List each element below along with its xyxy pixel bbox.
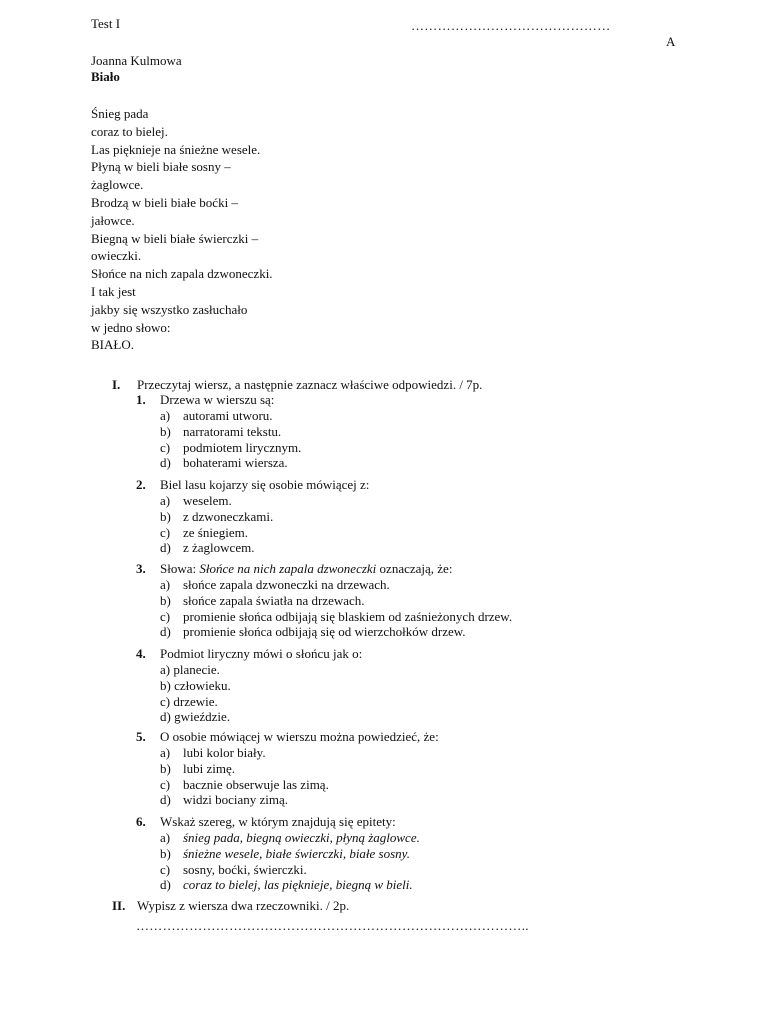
poem-line: BIAŁO. (91, 337, 134, 353)
poem-quote: Słońce na nich zapala dzwoneczki (199, 561, 377, 576)
option-text: bacznie obserwuje las zimą. (183, 776, 329, 792)
option-text: z żaglowcem. (183, 540, 255, 556)
option-letter: b) (160, 845, 171, 861)
option-text: promienie słońca odbijają się blaskiem od zaśnieżonych drzew. (183, 608, 513, 624)
poem-line: Płyną w bieli białe sosny – (91, 159, 231, 175)
option-text: widzi bociany zimą. (183, 792, 289, 808)
option-text: drzewie. (173, 693, 218, 709)
poem-line: owieczki. (91, 248, 142, 264)
test-label: Test I (91, 16, 121, 31)
poem-author: Joanna Kulmowa (91, 53, 182, 68)
section-instruction: Wypisz z wiersza dwa rzeczowniki. / 2p. (137, 898, 350, 913)
option-text: sosny, boćki, świerczki. (183, 861, 307, 877)
question-text: Wskaż szereg, w którym znajdują się epitety: (160, 814, 396, 829)
option-text: lubi zimę. (183, 760, 235, 776)
poem-line: I tak jest (91, 283, 136, 299)
option-text: gwieździe. (174, 709, 231, 725)
option-text: słońce zapala dzwoneczki na drzewach. (183, 577, 390, 592)
option-letter: a) (160, 408, 171, 423)
poem-line: coraz to bielej. (91, 123, 168, 139)
option-text: ze śniegiem. (183, 524, 248, 540)
section-instruction: Przeczytaj wiersz, a następnie zaznacz właściwe odpowiedzi. / 7p. (137, 377, 483, 392)
poem-line: Słońce na nich zapala dzwoneczki. (91, 266, 273, 282)
poem-title: Biało (91, 69, 120, 84)
option-letter: c) (160, 524, 171, 540)
question-number: 4. (136, 646, 146, 661)
option-letter: c) (160, 439, 171, 455)
question-text: O osobie mówiącej w wierszu można powiedzieć, że: (160, 729, 439, 744)
option-text: bohaterami wiersza. (183, 455, 288, 471)
option-text: śnieżne wesele, białe świerczki, białe sosny. (183, 845, 410, 861)
question-text: Drzewa w wierszu są: (160, 392, 275, 407)
answer-options (160, 662, 231, 725)
question-number: 2. (136, 477, 146, 492)
option-letter: c) (160, 693, 171, 709)
option-text: słońce zapala światła na drzewach. (183, 592, 365, 608)
answer-option[interactable] (160, 662, 231, 678)
option-letter: c) (160, 608, 171, 624)
section-number: I. (112, 377, 121, 392)
question-text (160, 561, 452, 576)
poem-line: żaglowce. (91, 177, 144, 193)
option-text: planecie. (173, 662, 220, 677)
option-letter: a) (160, 662, 171, 677)
poem-line: Las pięknieje na śnieżne wesele. (91, 141, 261, 157)
question-number: 3. (136, 561, 146, 576)
poem-line: Brodzą w bieli białe boćki – (91, 194, 238, 210)
option-letter: d) (160, 709, 171, 725)
option-letter: a) (160, 830, 171, 845)
option-letter: b) (160, 677, 171, 693)
name-blank[interactable]: ……………………………………… (411, 18, 611, 33)
question-text-suffix: oznaczają, że: (376, 561, 453, 576)
option-letter: b) (160, 592, 171, 608)
option-text: podmiotem lirycznym. (183, 439, 302, 455)
option-text: z dzwoneczkami. (183, 508, 274, 524)
option-letter: d) (160, 624, 171, 640)
option-text: lubi kolor biały. (183, 745, 266, 760)
option-text: coraz to bielej, las pięknieje, biegną w bieli. (183, 877, 413, 893)
answer-option[interactable] (160, 694, 231, 710)
question-number: 6. (136, 814, 146, 829)
question-text: Podmiot liryczny mówi o słońcu jak o: (160, 646, 363, 661)
section-number: II. (112, 898, 126, 913)
option-letter: d) (160, 540, 171, 556)
poem-line: jałowce. (91, 212, 135, 228)
option-letter: c) (160, 776, 171, 792)
option-letter: b) (160, 760, 171, 776)
option-text: promienie słońca odbijają się od wierzchołków drzew. (183, 624, 466, 640)
option-letter: a) (160, 577, 171, 592)
poem-text (91, 105, 273, 354)
poem-line: w jedno słowo: (91, 319, 171, 335)
option-letter: a) (160, 745, 171, 760)
answer-line[interactable]: …………………………………………………………………………….. (136, 918, 529, 933)
option-text: człowieku. (174, 677, 231, 693)
poem-line: Biegną w bieli białe świerczki – (91, 230, 259, 246)
page-header (91, 16, 728, 50)
option-text: śnieg pada, biegną owieczki, płyną żaglowce. (183, 830, 420, 845)
question-text-prefix: Słowa: (160, 561, 200, 576)
question-text: Biel lasu kojarzy się osobie mówiącej z: (160, 477, 370, 492)
poem-line: jakby się wszystko zasłuchało (91, 301, 248, 317)
option-letter: d) (160, 455, 171, 471)
option-letter: a) (160, 493, 171, 508)
option-letter: d) (160, 877, 171, 893)
option-letter: d) (160, 792, 171, 808)
option-text: autorami utworu. (183, 408, 273, 423)
option-text: weselem. (183, 493, 232, 508)
poem-line: Śnieg pada (91, 106, 149, 121)
question-number: 1. (136, 392, 146, 407)
answer-option[interactable] (160, 709, 231, 725)
option-letter: c) (160, 861, 171, 877)
answer-option[interactable] (160, 678, 231, 694)
option-letter: b) (160, 508, 171, 524)
option-text: narratorami tekstu. (183, 423, 282, 439)
variant-label: A (666, 34, 676, 49)
question-number: 5. (136, 729, 146, 744)
option-letter: b) (160, 423, 171, 439)
